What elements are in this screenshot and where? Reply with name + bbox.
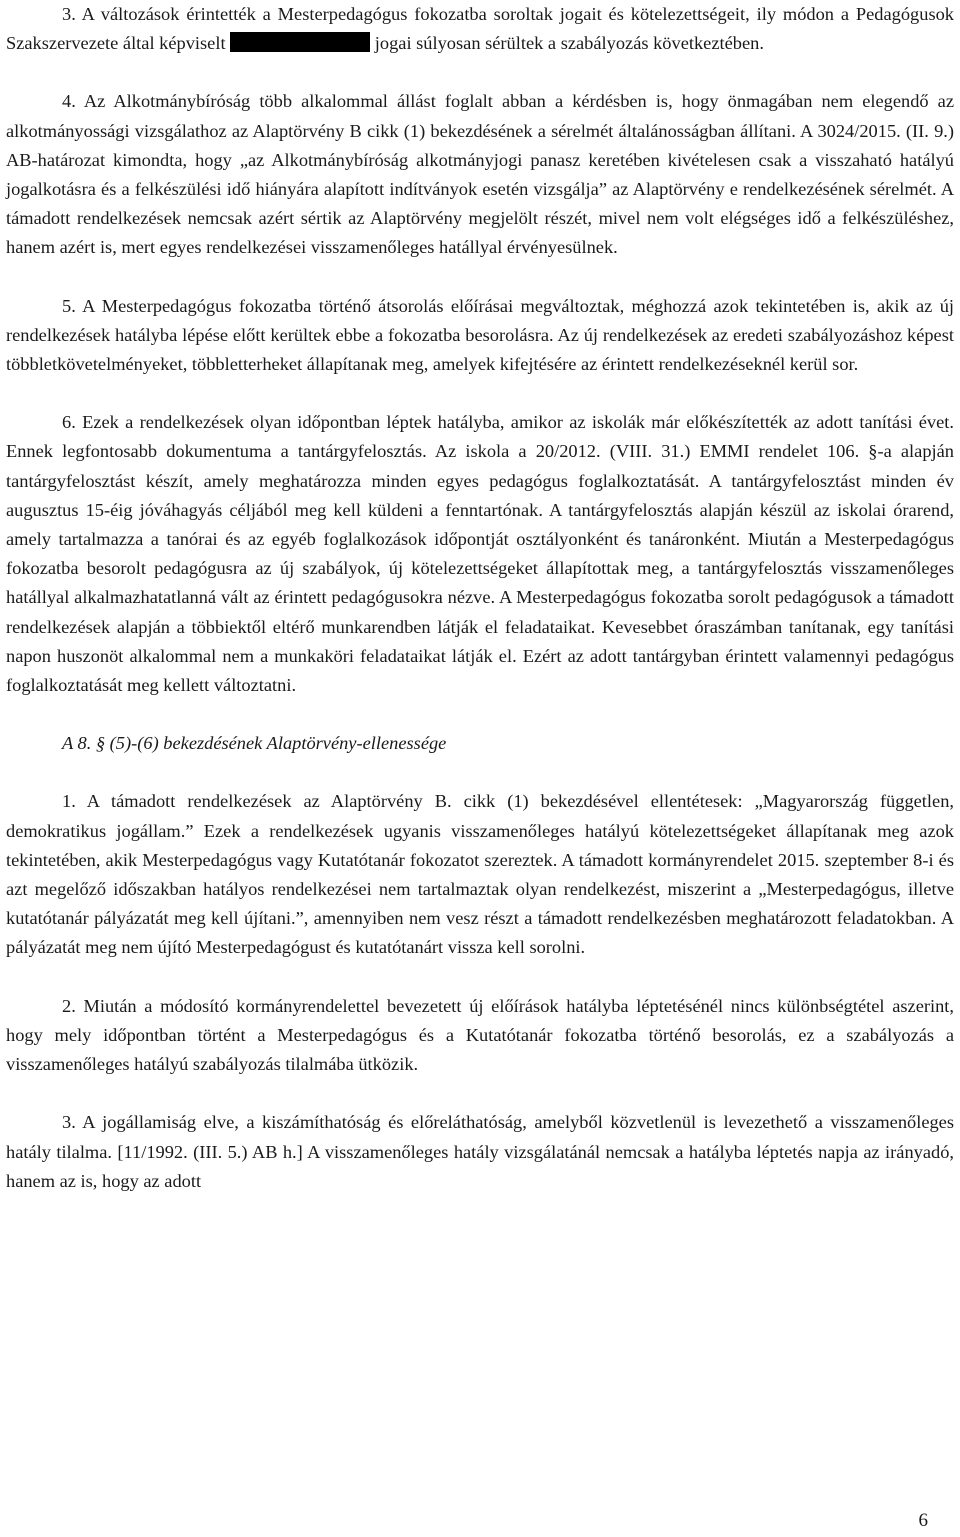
paragraph-3	[6, 0, 954, 58]
point-3: 3. A jogállamiság elve, a kiszámíthatóság és előreláthatóság, amelyből közvetlenül is levezethető a visszamenőleges hatály tilalma. [11/1992. (III. 5.) AB h.] A visszamenőleges hatály vizsgálatánál nemcsak a hatályba léptetés napja az irányadó, hanem az is, hogy az adott	[6, 1112, 954, 1191]
spacer	[6, 1079, 954, 1108]
paragraph-5: 5. A Mesterpedagógus fokozatba történő átsorolás előírásai megváltoztak, méghozzá azok tekintetében is, akik az új rendelkezések hatályba lépése előtt kerültek ebbe a fokozatba besorolásra. Az új rendelkezések az eredeti szabályozáshoz képest többletkövetelményeket, többletterheket állapítanak meg, amelyek kifejtésére az érintett rendelkezéseknél kerül sor.	[6, 295, 954, 375]
spacer	[6, 263, 954, 292]
point-2: 2. Miután a módosító kormányrendelettel bevezetett új előírások hatályba léptetésénél nincs különbségtétel aszerint, hogy mely időpontban történt a Mesterpedagógus és a Kutatótanár fokozatba történő besorolás, ez a szabályozás a visszamenőleges hatályú szabályozás tilalmába ütközik.	[6, 995, 954, 1075]
spacer	[6, 58, 954, 87]
document-page	[6, 0, 954, 1196]
page-number: 6	[918, 1510, 928, 1531]
spacer	[6, 963, 954, 992]
spacer	[6, 379, 954, 408]
redaction-box	[230, 32, 370, 52]
spacer	[6, 758, 954, 787]
paragraph-6: 6. Ezek a rendelkezések olyan időpontban léptek hatályba, amikor az iskolák már előkészítették az adott tanítási évet. Ennek legfontosabb dokumentuma a tantárgyfelosztás. Az iskola a 20/2012. (VIII. 31.) EMMI rendelet 106. §-a alapján tantárgyfelosztást készít, amely meghatározza minden egyes pedagógus foglalkoztatását. A tantárgyfelosztást minden év augusztus 15-éig jóváhagyás céljából meg kell küldeni a fenntartónak. A tantárgyfelosztás alapján készül az iskolai órarend, amely tartalmazza a tanórai és az egyéb foglalkozások időpontját osztályonként és tanáronként. Miután a Mesterpedagógus fokozatba besorolt pedagógusra az új szabályok, új kötelezettségeket állapítottak meg, a tantárgyfelosztás visszamenőleges hatállyal alkalmazhatatlanná vált az érintett pedagógusokra nézve. A Mesterpedagógus fokozatba sorolt pedagógusok a támadott rendelkezések alapján a többiektől eltérő munkarendben látják el feladataikat. Kevesebbet óraszámban tanítanak, egy tanítási napon huszonöt alkalommal nem a munkaköri feladataikat látják el. Ezért az adott tantárgyban érintett valamennyi pedagógus foglalkoztatását meg kellett változtatni.	[6, 412, 954, 696]
paragraph-3-text-a: 3. A változások érintették a Mesterpedagógus fokozatba soroltak jogait és kötelezettségeit, ily módon a Pedagógusok Szakszervezete által képviselt	[6, 4, 954, 54]
section-heading: A 8. § (5)-(6) bekezdésének Alaptörvény-ellenessége	[62, 733, 447, 754]
point-1: 1. A támadott rendelkezések az Alaptörvény B. cikk (1) bekezdésével ellentétesek: „Magyarország független, demokratikus jogállam.” Ezek a rendelkezések ugyanis visszamenőleges hatályú kötelezettségeket állapítanak meg azok tekintetében, akik Mesterpedagógus vagy Kutatótanár fokozatot szereztek. A támadott kormányrendelet 2015. szeptember 8-i és azt megelőző időszakban hatályos rendelkezései nem tartalmaztak olyan rendelkezést, miszerint a „Mesterpedagógus, illetve kutatótanár pályázatát meg kell újítani.”, amennyiben nem vesz részt a támadott rendelkezésben meghatározott feladatokban. A pályázatát meg nem újító Mesterpedagógust és kutatótanárt vissza kell sorolni.	[6, 791, 954, 958]
paragraph-4: 4. Az Alkotmánybíróság több alkalommal állást foglalt abban a kérdésben is, hogy önmagában nem elegendő az alkotmányossági vizsgálathoz az Alaptörvény B cikk (1) bekezdésének a sérelmét általánosságban állítani. A 3024/2015. (II. 9.) AB-határozat kimondta, hogy „az Alkotmánybíróság alkotmányjogi panasz keretében kivételesen csak a visszaható hatályú jogalkotásra és a felkészülési idő hiányára alapított indítványok esetén vizsgálja” az Alaptörvény e rendelkezésének sérelmét. A támadott rendelkezések nemcsak azért sértik az Alaptörvény megjelölt részét, mivel nem volt elégséges idő a felkészüléshez, hanem azért is, mert egyes rendelkezései visszamenőleges hatállyal érvényesülnek.	[6, 91, 954, 258]
spacer	[6, 700, 954, 729]
paragraph-3-text-b: jogai súlyosan sérültek a szabályozás következtében.	[374, 33, 764, 54]
